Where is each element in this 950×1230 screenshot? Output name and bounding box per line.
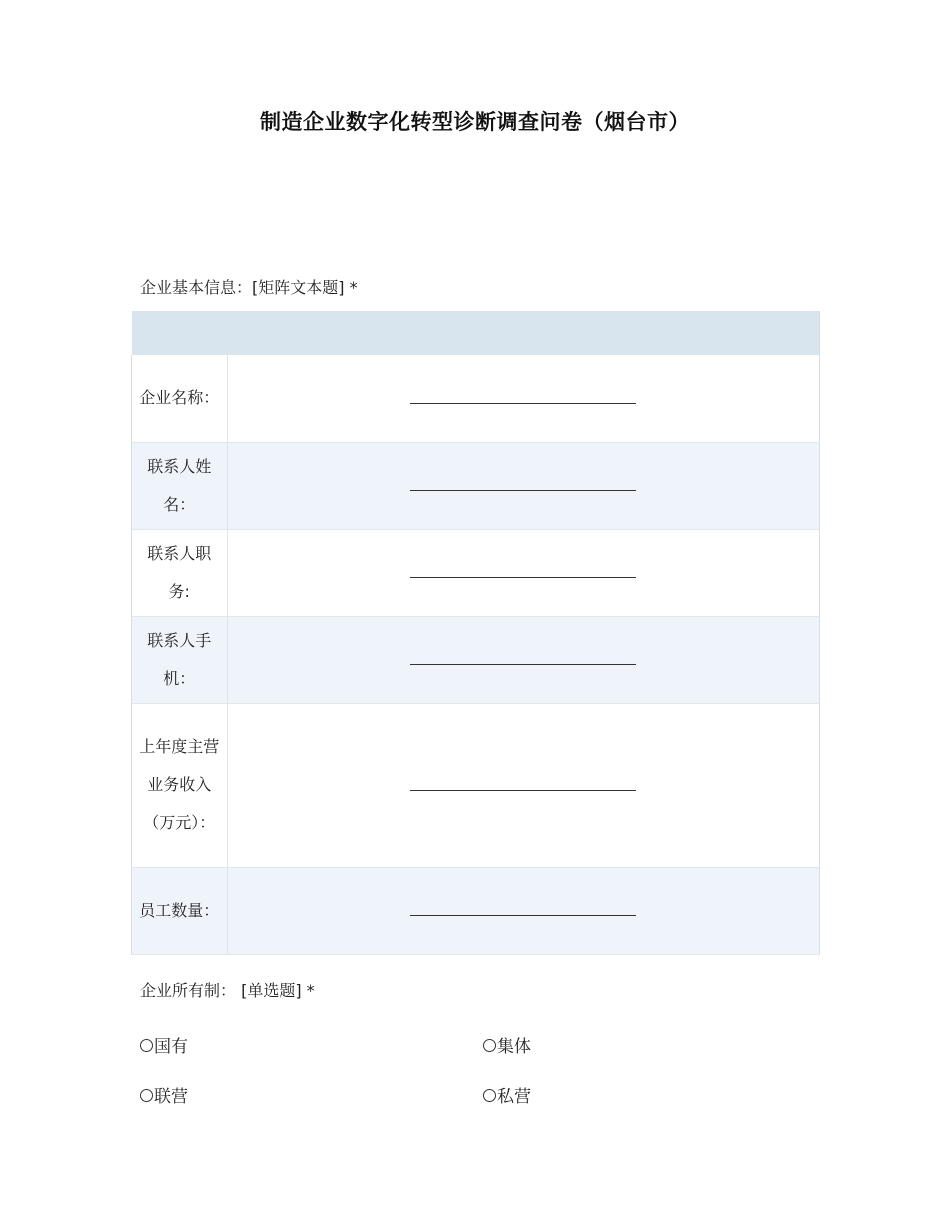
blank-line [410, 490, 636, 491]
radio-circle-icon[interactable] [140, 1089, 153, 1102]
table-row [132, 529, 820, 616]
contact-name-field[interactable] [227, 442, 820, 529]
table-row [132, 616, 820, 703]
question-2-label: 企业所有制： [单选题] * [140, 981, 315, 1000]
table-row [132, 703, 820, 867]
radio-circle-icon[interactable] [483, 1039, 496, 1052]
option-collective[interactable]: 集体 [483, 1032, 531, 1057]
option-joint[interactable]: 联营 [140, 1082, 188, 1107]
blank-line [410, 403, 636, 404]
option-state-owned[interactable]: 国有 [140, 1032, 188, 1057]
employee-count-field[interactable] [227, 867, 820, 954]
table-row [132, 355, 820, 442]
blank-line [410, 577, 636, 578]
row-label: 联系人手机： [132, 616, 228, 703]
contact-phone-field[interactable] [227, 616, 820, 703]
row-label: 上年度主营业务收入（万元）： [132, 703, 228, 867]
row-label: 联系人职务: [132, 529, 228, 616]
page-title: 制造企业数字化转型诊断调查问卷（烟台市） [260, 110, 690, 134]
blank-line [410, 915, 636, 916]
revenue-field[interactable] [227, 703, 820, 867]
company-name-field[interactable] [227, 355, 820, 442]
question-1-label: 企业基本信息：[矩阵文本题] * [140, 278, 358, 297]
matrix-header-cell [227, 311, 820, 355]
blank-line [410, 790, 636, 791]
row-label: 员工数量： [132, 867, 228, 954]
row-label: 企业名称： [132, 355, 228, 442]
option-private[interactable]: 私营 [483, 1082, 531, 1107]
contact-title-field[interactable] [227, 529, 820, 616]
radio-circle-icon[interactable] [483, 1089, 496, 1102]
matrix-header-row [132, 311, 820, 355]
row-label: 联系人姓名： [132, 442, 228, 529]
table-row [132, 442, 820, 529]
table-row [132, 867, 820, 954]
matrix-table [131, 311, 820, 955]
radio-circle-icon[interactable] [140, 1039, 153, 1052]
matrix-header-cell [132, 311, 228, 355]
blank-line [410, 664, 636, 665]
